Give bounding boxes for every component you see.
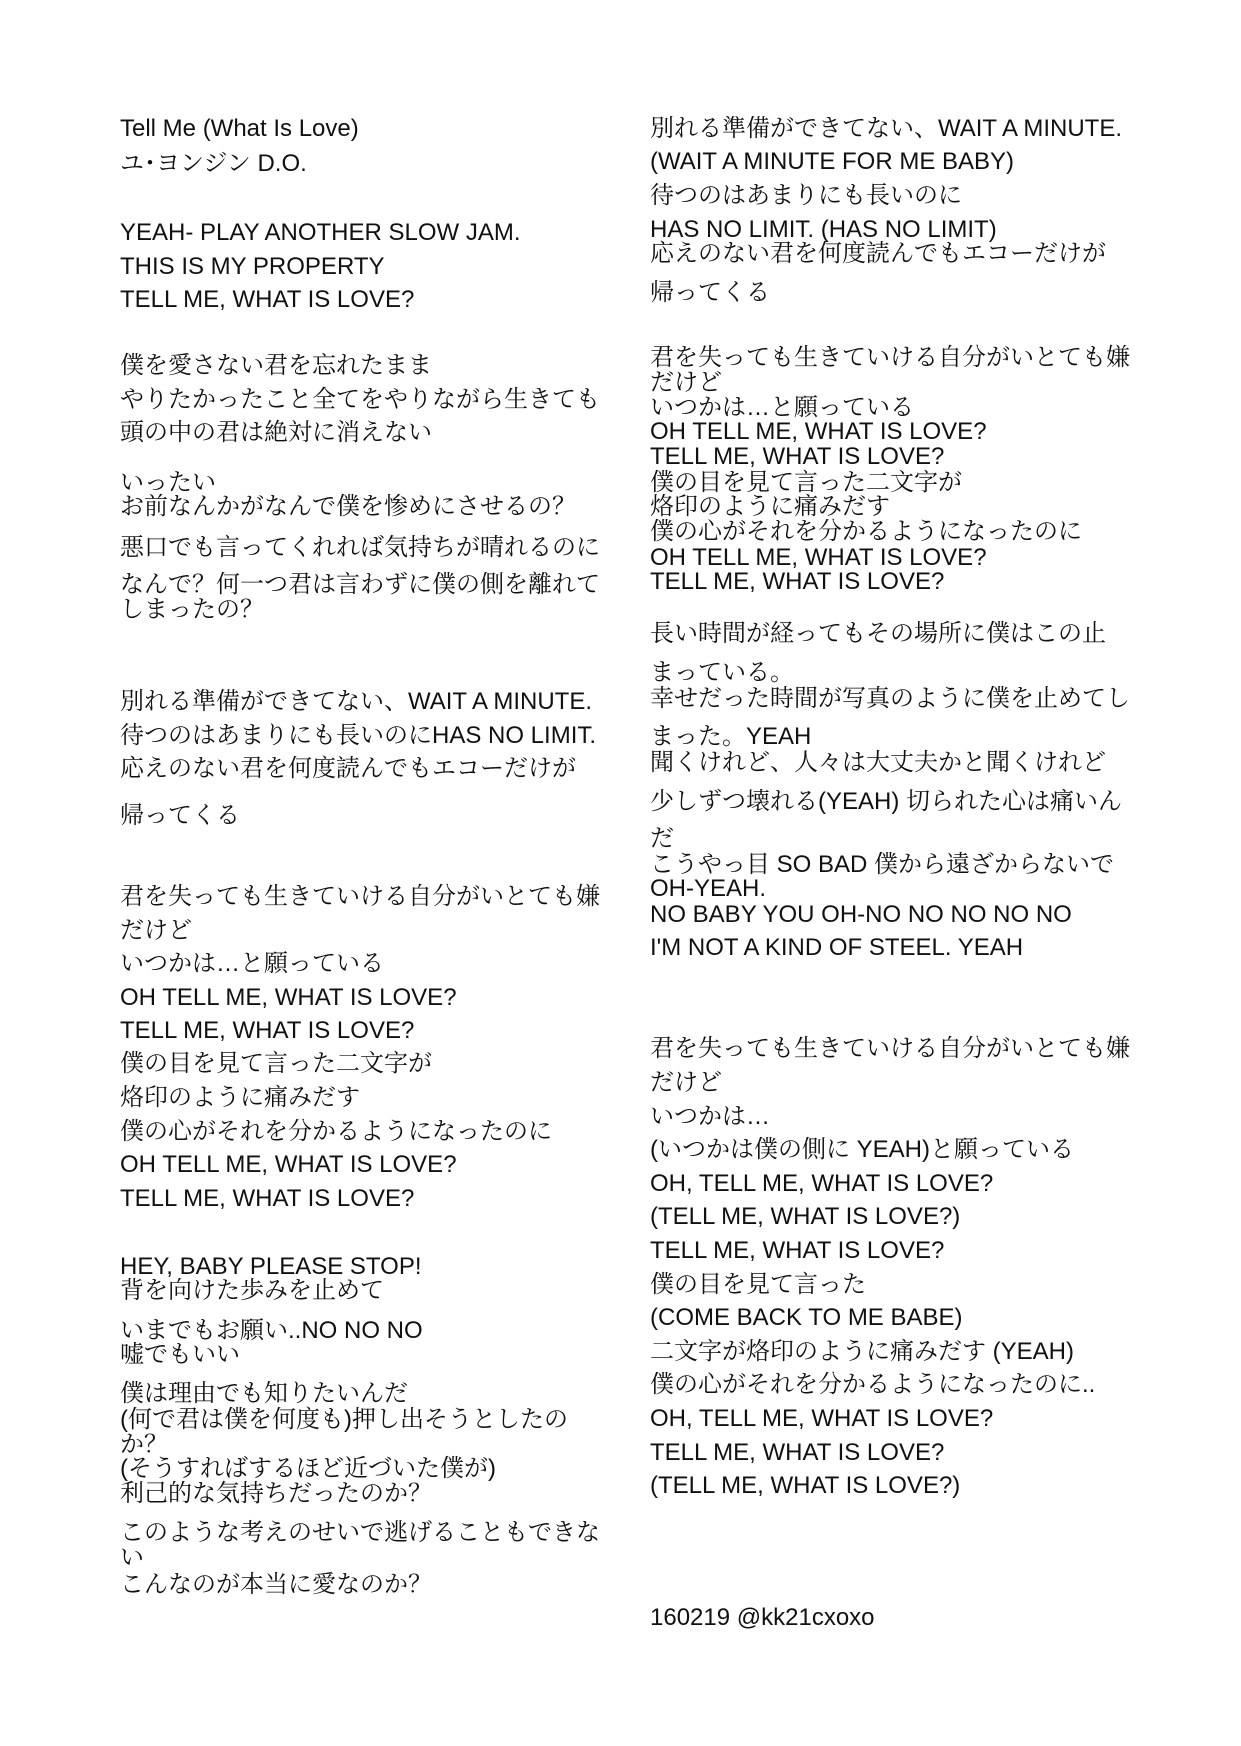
lyric-line: 背を向けた歩みを止めて — [120, 1277, 384, 1304]
right-column — [650, 0, 1210, 1746]
lyric-line: OH, TELL ME, WHAT IS LOVE? — [650, 1170, 994, 1197]
lyric-line: (TELL ME, WHAT IS LOVE?) — [650, 1472, 961, 1499]
lyric-line: (何で君は僕を何度も)押し出そうとしたの — [120, 1406, 568, 1433]
lyric-line: まっている。 — [650, 659, 794, 686]
lyric-line: 頭の中の君は絶対に消えない — [120, 419, 432, 446]
lyric-line: (そうすればするほど近づいた僕が) — [120, 1455, 496, 1482]
lyric-line: 幸せだった時間が写真のように僕を止めてし — [650, 685, 1130, 712]
lyric-line: 応えのない君を何度読んでもエコーだけが — [120, 755, 576, 782]
lyric-line: こうやっ目 SO BAD 僕から遠ざからないで — [650, 851, 1115, 878]
lyric-line: いつかは…と願っている — [120, 950, 384, 977]
lyric-line: TELL ME, WHAT IS LOVE? — [120, 1185, 415, 1212]
lyric-line: 二文字が烙印のように痛みだす (YEAH) — [650, 1338, 1075, 1365]
lyric-line: 僕の目を見て言った二文字が — [650, 469, 962, 496]
lyric-line: 僕の目を見て言った — [650, 1271, 866, 1298]
lyric-line: OH TELL ME, WHAT IS LOVE? — [120, 1151, 457, 1178]
lyric-line: I'M NOT A KIND OF STEEL. YEAH — [650, 934, 1024, 961]
lyric-line: 君を失っても生きていける自分がいとても嫌 — [650, 1035, 1130, 1062]
lyric-line: (いつかは僕の側に YEAH)と願っている — [650, 1136, 1075, 1163]
lyric-line: OH-YEAH. — [650, 875, 767, 902]
lyric-line: 僕の心がそれを分かるようになったのに — [120, 1118, 552, 1145]
artist-line: ユ･ヨンジン D.O. — [120, 150, 307, 177]
lyric-line: OH, TELL ME, WHAT IS LOVE? — [650, 1405, 994, 1432]
lyric-line: (COME BACK TO ME BABE) — [650, 1304, 963, 1331]
lyric-line: 僕の心がそれを分かるようになったのに — [650, 518, 1082, 545]
lyric-line: YEAH- PLAY ANOTHER SLOW JAM. — [120, 219, 521, 246]
lyric-line: (TELL ME, WHAT IS LOVE?) — [650, 1203, 961, 1230]
lyric-line: 僕を愛さない君を忘れたまま — [120, 352, 432, 379]
lyric-line: TELL ME, WHAT IS LOVE? — [650, 443, 945, 470]
lyric-line: 利己的な気持ちだったのか？ — [120, 1480, 432, 1507]
lyric-line: 別れる準備ができてない、WAIT A MINUTE. — [650, 115, 1123, 142]
lyric-line: OH TELL ME, WHAT IS LOVE? — [650, 544, 987, 571]
lyric-line: いまでもお願い..NO NO NO — [120, 1317, 423, 1344]
lyric-line: か？ — [120, 1431, 168, 1458]
lyric-line: 僕は理由でも知りたいんだ — [120, 1380, 408, 1407]
lyric-line: 別れる準備ができてない、WAIT A MINUTE. — [120, 688, 593, 715]
lyric-line: TELL ME, WHAT IS LOVE? — [120, 286, 415, 313]
lyric-line: お前なんかがなんで僕を惨めにさせるの？ — [120, 493, 576, 520]
lyric-line: まった。YEAH — [650, 723, 812, 750]
song-title: Tell Me (What Is Love) — [120, 115, 359, 142]
lyric-line: 君を失っても生きていける自分がいとても嫌 — [120, 883, 600, 910]
lyric-line: 応えのない君を何度読んでもエコーだけが — [650, 240, 1106, 267]
left-column — [120, 0, 620, 1746]
lyric-line: い — [120, 1544, 144, 1571]
lyric-line: しまったの？ — [120, 596, 264, 623]
lyric-line: このような考えのせいで逃げることもできな — [120, 1519, 600, 1546]
lyric-line: こんなのが本当に愛なのか？ — [120, 1571, 432, 1598]
lyric-line: 帰ってくる — [650, 279, 770, 306]
lyric-line: THIS IS MY PROPERTY — [120, 253, 385, 280]
lyric-line: だけど — [650, 1069, 722, 1096]
lyric-line: 烙印のように痛みだす — [650, 493, 890, 520]
lyric-line: OH TELL ME, WHAT IS LOVE? — [120, 984, 457, 1011]
lyric-line: 長い時間が経ってもその場所に僕はこの止 — [650, 620, 1106, 647]
lyric-line: だ — [650, 825, 674, 852]
lyric-line: 帰ってくる — [120, 802, 240, 829]
lyric-line: TELL ME, WHAT IS LOVE? — [650, 568, 945, 595]
lyric-line: やりたかったこと全てをやりながら生きても — [120, 386, 600, 413]
lyric-line: TELL ME, WHAT IS LOVE? — [650, 1237, 945, 1264]
lyric-line: 悪口でも言ってくれれば気持ちが晴れるのに — [120, 534, 600, 561]
lyric-line: いつかは… — [650, 1103, 770, 1130]
lyric-line: だけど — [650, 369, 722, 396]
lyric-line: いったい — [120, 469, 216, 496]
lyric-line: NO BABY YOU OH-NO NO NO NO NO — [650, 901, 1072, 928]
lyric-line: 少しずつ壊れる(YEAH) 切られた心は痛いん — [650, 788, 1123, 815]
credit-line: 160219 @kk21cxoxo — [650, 1604, 875, 1631]
lyric-line: 君を失っても生きていける自分がいとても嫌 — [650, 344, 1130, 371]
lyric-line: いつかは…と願っている — [650, 394, 914, 421]
lyric-line: TELL ME, WHAT IS LOVE? — [120, 1017, 415, 1044]
lyric-line: (WAIT A MINUTE FOR ME BABY) — [650, 148, 1015, 175]
lyric-line: 僕の心がそれを分かるようになったのに.. — [650, 1371, 1096, 1398]
lyric-line: HEY, BABY PLEASE STOP! — [120, 1253, 422, 1280]
lyric-line: 嘘でもいい — [120, 1341, 240, 1368]
lyric-line: だけど — [120, 917, 192, 944]
lyric-line: OH TELL ME, WHAT IS LOVE? — [650, 418, 987, 445]
lyric-line: なんで？何一つ君は言わずに僕の側を離れて — [120, 571, 600, 598]
lyric-line: HAS NO LIMIT. (HAS NO LIMIT) — [650, 216, 997, 243]
lyric-line: TELL ME, WHAT IS LOVE? — [650, 1439, 945, 1466]
lyric-line: 僕の目を見て言った二文字が — [120, 1050, 432, 1077]
lyric-line: 待つのはあまりにも長いのに — [650, 182, 962, 209]
lyric-line: 聞くけれど、人々は大丈夫かと聞くけれど — [650, 749, 1106, 776]
lyric-line: 烙印のように痛みだす — [120, 1084, 360, 1111]
lyric-line: 待つのはあまりにも長いのにHAS NO LIMIT. — [120, 722, 597, 749]
